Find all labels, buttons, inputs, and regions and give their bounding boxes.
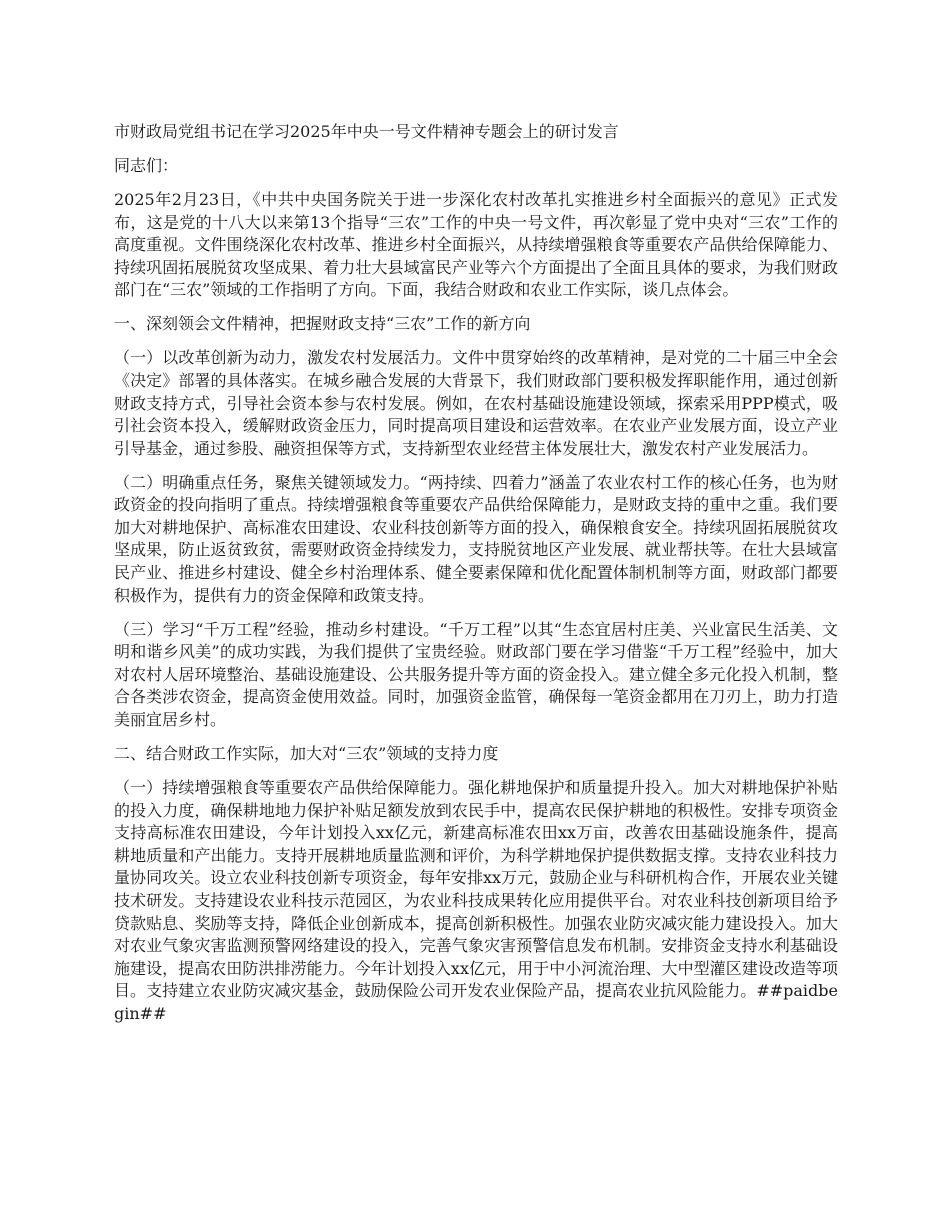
section-1-paragraph-2: （二）明确重点任务，聚焦关键领域发力。“两持续、四着力”涵盖了农业农村工作的核心任务，也为财政资金的投向指明了重点。持续增强粮食等重要农产品供给保障能力，是财政支持的重中之重。我们要加大对耕地保护、高标准农田建设、农业科技创新等方面的投入，确保粮食安全。持续巩固拓展脱贫攻坚成果，防止返贫致贫，需要财政资金持续发力，支持脱贫地区产业发展、就业帮扶等。在壮大县域富民产业、推进乡村建设、健全乡村治理体系、健全要素保障和优化配置体制机制等方面，财政部门都要积极作为，提供有力的资金保障和政策支持。 (114, 472, 838, 605)
section-1-heading: 一、深刻领会文件精神，把握财政支持“三农”工作的新方向 (114, 314, 531, 334)
salutation: 同志们： (114, 155, 179, 175)
document-page (114, 121, 838, 1037)
document-title: 市财政局党组书记在学习2025年中央一号文件精神专题会上的研讨发言 (114, 122, 619, 141)
section-2-paragraph-1: （一）持续增强粮食等重要农产品供给保障能力。强化耕地保护和质量提升投入。加大对耕地保护补贴的投入力度，确保耕地地力保护补贴足额发放到农民手中，提高农民保护耕地的积极性。安排专项资金支持高标准农田建设，今年计划投入xx亿元，新建高标准农田xx万亩，改善农田基础设施条件，提高耕地质量和产出能力。支持开展耕地质量监测和评价，为科学耕地保护提供数据支撑。支持农业科技力量协同攻关。设立农业科技创新专项资金，每年安排xx万元，鼓励企业与科研机构合作，开展农业关键技术研发。支持建设农业科技示范园区，为农业科技成果转化应用提供平台。对农业科技创新项目给予贷款贴息、奖励等支持，降低企业创新成本，提高创新积极性。加强农业防灾减灾能力建设投入。加大对农业气象灾害监测预警网络建设的投入，完善气象灾害预警信息发布机制。安排资金支持水利基础设施建设，提高农田防洪排涝能力。今年计划投入xx亿元，用于中小河流治理、大中型灌区建设改造等项目。支持建立农业防灾减灾基金，鼓励保险公司开发农业保险产品，提高农业抗风险能力。##paidbegin## (114, 777, 838, 1023)
section-2-heading: 二、结合财政工作实际，加大对“三农”领域的支持力度 (114, 743, 499, 763)
section-1-paragraph-1: （一）以改革创新为动力，激发农村发展活力。文件中贯穿始终的改革精神，是对党的二十届三中全会《决定》部署的具体落实。在城乡融合发展的大背景下，我们财政部门要积极发挥职能作用，通过创新财政支持方式，引导社会资本参与农村发展。例如，在农村基础设施建设领域，探索采用PPP模式，吸引社会资本投入，缓解财政资金压力，同时提高项目建设和运营效率。在农业产业发展方面，设立产业引导基金，通过参股、融资担保等方式，支持新型农业经营主体发展壮大，激发农村产业发展活力。 (114, 348, 838, 458)
intro-paragraph: 2025年2月23日，《中共中央国务院关于进一步深化农村改革扎实推进乡村全面振兴的意见》正式发布，这是党的十八大以来第13个指导“三农”工作的中央一号文件，再次彰显了党中央对“三农”工作的高度重视。文件围绕深化农村改革、推进乡村全面振兴，从持续增强粮食等重要农产品供给保障能力、持续巩固拓展脱贫攻坚成果、着力壮大县域富民产业等六个方面提出了全面且具体的要求，为我们财政部门在“三农”领域的工作指明了方向。下面，我结合财政和农业工作实际，谈几点体会。 (114, 189, 838, 300)
section-1-paragraph-3: （三）学习“千万工程”经验，推动乡村建设。“千万工程”以其“生态宜居村庄美、兴业富民生活美、文明和谐乡风美”的成功实践，为我们提供了宝贵经验。财政部门要在学习借鉴“千万工程”经验中，加大对农村人居环境整治、基础设施建设、公共服务提升等方面的资金投入。建立健全多元化投入机制，整合各类涉农资金，提高资金使用效益。同时，加强资金监管，确保每一笔资金都用在刀刃上，助力打造美丽宜居乡村。 (114, 619, 838, 729)
